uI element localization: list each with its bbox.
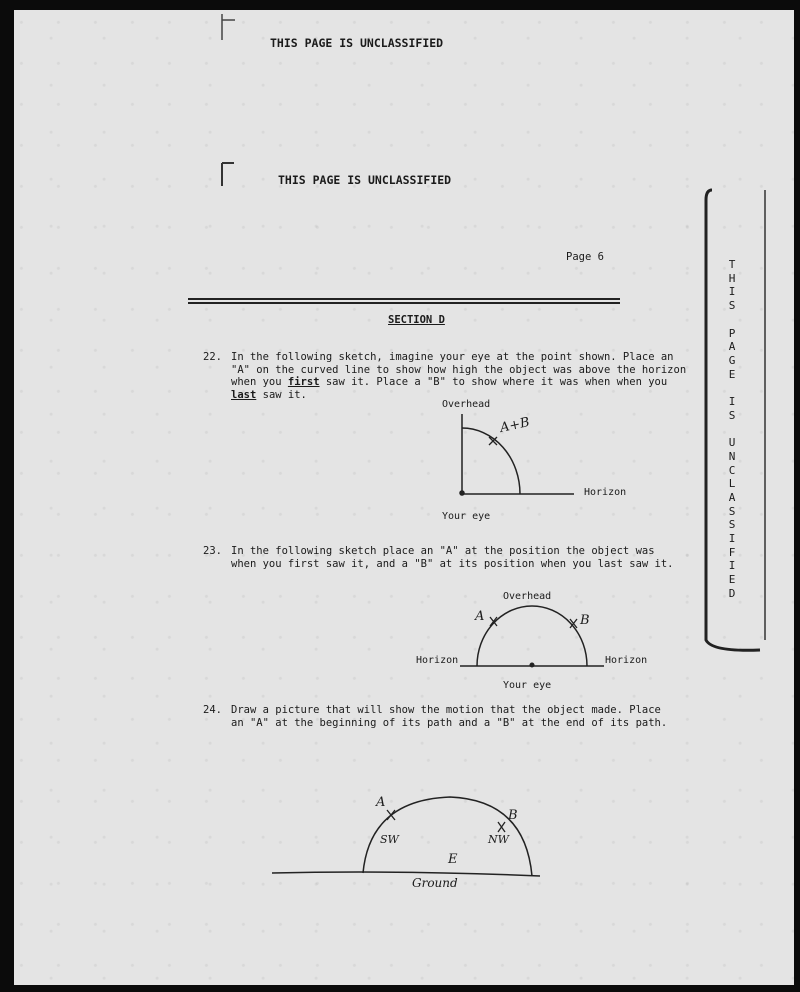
- q23-horizon-right-label: Horizon: [605, 655, 648, 666]
- q24-line-2: an "A" at the beginning of its path and a "B" at the end of its path.: [231, 716, 668, 729]
- q24-cross-a: [387, 810, 395, 820]
- q24-handwritten-nw: NW: [488, 833, 509, 846]
- q24-handwritten-e: E: [448, 852, 458, 867]
- q22-eye-point: [460, 491, 464, 495]
- bracket-mark-left: [222, 163, 234, 186]
- q22-your-eye-label: Your eye: [442, 511, 491, 522]
- page-number: Page 6: [566, 251, 604, 263]
- q22-underlined-first: first: [287, 376, 320, 388]
- q22-line-3-pre: when you: [231, 376, 288, 388]
- q24-handwritten-b: B: [508, 808, 518, 823]
- q24-cross-b: [498, 822, 505, 832]
- classification-header: THIS PAGE IS UNCLASSIFIED: [278, 173, 452, 187]
- side-classification-stamp: T H I S P A G E I S U N C L A S S I F I E D: [728, 258, 736, 600]
- q24-handwritten-a: A: [376, 795, 386, 810]
- q22-overhead-label: Overhead: [442, 399, 491, 410]
- section-title: SECTION D: [388, 314, 445, 326]
- q23-handwritten-a: A: [475, 609, 485, 624]
- q22-line-3-post: saw it. Place a "B" to show where it was when when you: [319, 376, 668, 388]
- bracket-mark-top: [222, 14, 235, 40]
- classification-header-top: THIS PAGE IS UNCLASSIFIED: [270, 36, 444, 50]
- q24-handwritten-ground: Ground: [412, 876, 458, 890]
- q23-number: 23.: [203, 545, 222, 557]
- q23-arc: [477, 606, 587, 666]
- q22-handwritten-answer: A+B: [498, 415, 532, 436]
- q22-line-4-post: saw it.: [256, 388, 307, 401]
- q22-number: 22.: [203, 351, 222, 363]
- q23-eye-point: [530, 663, 534, 667]
- q24-number: 24.: [203, 704, 222, 716]
- q22-horizon-label: Horizon: [584, 487, 627, 498]
- q23-overhead-label: Overhead: [503, 591, 552, 602]
- side-stamp-bracket-left: [706, 190, 760, 650]
- q24-motion-path: [363, 797, 532, 876]
- q22-quarter-circle-diagram: [460, 414, 574, 495]
- q23-your-eye-label: Your eye: [503, 680, 552, 691]
- q23-handwritten-b: B: [580, 613, 590, 628]
- q24-handwritten-sw: SW: [380, 833, 399, 846]
- q24-ground-line: [272, 872, 540, 876]
- q24-line-1: Draw a picture that will show the motion that the object made. Place: [231, 704, 661, 716]
- q23-line-1: In the following sketch place an "A" at the position the object was: [231, 545, 655, 557]
- q22-line-1: In the following sketch, imagine your eye at the point shown. Place an: [231, 351, 674, 363]
- q22-arc: [462, 428, 520, 494]
- q22-underlined-last: last: [231, 388, 257, 401]
- q22-line-2: "A" on the curved line to show how high the object was above the horizon: [231, 363, 687, 376]
- q23-semicircle-diagram: [460, 606, 604, 667]
- q23-horizon-left-label: Horizon: [416, 655, 459, 666]
- q23-line-2: when you first saw it, and a "B" at its position when you last saw it.: [231, 557, 674, 570]
- q24-hand-drawn-diagram: [272, 797, 540, 876]
